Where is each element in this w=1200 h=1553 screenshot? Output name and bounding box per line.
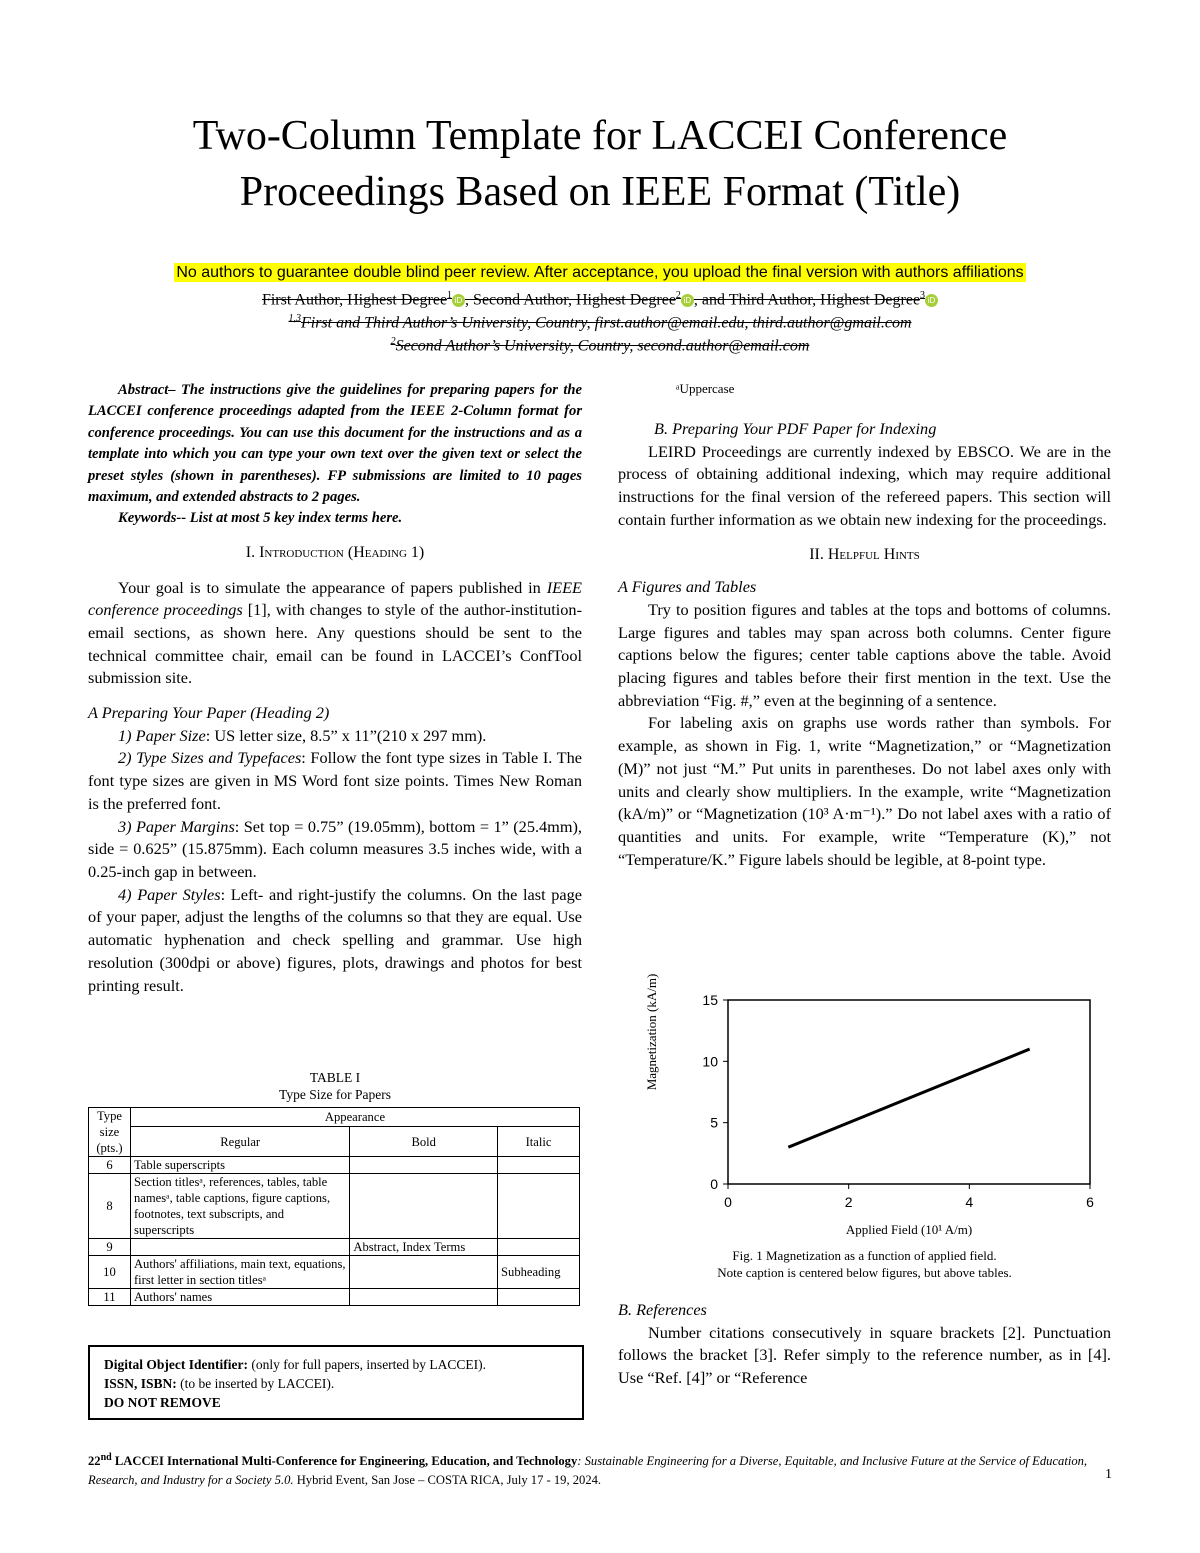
abstract: Abstract– The instructions give the guidelines for preparing papers for the LACCEI conference proceedings adapted from the IEEE 2-Column format for conference proceedings. You can use this document for the instructions and as a template into which you can type your own text over the given text or select the preset styles (shown in parentheses). FP submissions are limited to 10 pages maximum, and extended abstracts to 2 pages. bbox=[88, 382, 582, 506]
x-tick-label: 2 bbox=[844, 1194, 853, 1210]
paper-margins-paragraph: 3) Paper Margins: Set top = 0.75” (19.05mm), bottom = 1” (25.4mm), side = 0.625” (15.875mm). Each column measures 3.5 inches wide, with a 0.25-inch gap in between. bbox=[88, 816, 582, 881]
x-tick-label: 0 bbox=[724, 1194, 732, 1210]
x-tick-label: 4 bbox=[965, 1194, 974, 1210]
paper-title bbox=[60, 108, 1140, 220]
table-row: 9 Abstract, Index Terms bbox=[89, 1239, 580, 1256]
x-tick-label: 6 bbox=[1086, 1194, 1094, 1210]
y-tick-label: 15 bbox=[702, 992, 718, 1008]
indexing-paragraph: LEIRD Proceedings are currently indexed by EBSCO. We are in the process of obtaining additional indexing, which may require additional instructions for the final version of the refereed papers. This section will contain further information as we obtain new indexing for the proceedings. bbox=[618, 441, 1111, 529]
title-line-1: Two-Column Template for LACCEI Conference bbox=[192, 113, 1008, 159]
type-sizes-paragraph: 2) Type Sizes and Typefaces: Follow the font type sizes in Table I. The font type sizes are given in MS Word font size points. Times New Roman is the preferred font. bbox=[88, 748, 582, 813]
subheading-references: B. References bbox=[618, 1300, 707, 1319]
table-caption bbox=[88, 1069, 582, 1103]
intro-paragraph: Your goal is to simulate the appearance of papers published in IEEE conference proceedings [1], with changes to style of the author-institution-email sections, as shown here. Any questions should be sent to the technical committee chair, email can be found in LACCEI’s ConfTool submission site. bbox=[88, 577, 582, 688]
magnetization-chart bbox=[618, 880, 1118, 1260]
header-type-size: Type size (pts.) bbox=[89, 1108, 131, 1157]
subheading-preparing-paper: A Preparing Your Paper (Heading 2) bbox=[88, 703, 330, 723]
x-axis-label: Applied Field (10¹ A/m) bbox=[845, 1222, 973, 1237]
table-label: TABLE I bbox=[309, 1070, 361, 1085]
right-column-bottom bbox=[618, 1299, 1111, 1390]
paper-size-paragraph: 1) Paper Size: US letter size, 8.5” x 11”(210 x 297 mm). bbox=[118, 725, 487, 745]
labeling-paragraph: For labeling axis on graphs use words rather than symbols. For example, as shown in Fig. 1, write “Magnetization,” or “Magnetization (M)” not just “M.” Put units in parentheses. Do not label axes only with units and clearly show multipliers. In the example, write “Magnetization (kA/m)” or “Magnetization (10³ A·m⁻¹).” Do not label axes with a ratio of quantities and units. For example, write “Temperature (K),” not “Temperature/K.” Figure labels should be legible, at 8-point type. bbox=[618, 713, 1111, 869]
keywords: Keywords-- List at most 5 key index terms here. bbox=[118, 510, 403, 527]
y-tick-label: 5 bbox=[710, 1114, 718, 1131]
paper-styles-paragraph: 4) Paper Styles: Left- and right-justify the columns. On the last page of your paper, adjust the lengths of the columns so that they are equal. Use automatic hyphenation and check spelling and grammar. Use high resolution (300dpi or above) figures, plots, drawings and photos for best printing result. bbox=[88, 884, 583, 995]
section-heading-introduction: I. Introduction (Heading 1) bbox=[245, 543, 425, 561]
y-tick-label: 10 bbox=[702, 1053, 718, 1070]
references-paragraph: Number citations consecutively in square brackets [2]. Punctuation follows the bracket [3]. Refer simply to the reference number, as in [4]. Use “Ref. [4]” or “Reference bbox=[618, 1322, 1111, 1388]
header-appearance: Appearance bbox=[130, 1108, 579, 1127]
table-row: 11 Authors' names bbox=[89, 1289, 580, 1306]
table-i bbox=[88, 1107, 582, 1341]
left-column bbox=[88, 380, 582, 997]
author-line: First Author, Highest Degree$^1$ iD , Second Author, Highest Degree$^2$ iD , and Third Author, Highest Degree$^3$ iD bbox=[0, 290, 1200, 309]
orcid-icon[interactable]: iD bbox=[925, 294, 938, 307]
affiliation-2: $^2$Second Author’s University, Country, second.author@email.com bbox=[390, 336, 810, 355]
figure-caption-line-2: Note caption is centered below figures, but above tables. bbox=[717, 1265, 1012, 1280]
plot-area bbox=[728, 1000, 1090, 1184]
orcid-icon[interactable]: iD bbox=[452, 294, 465, 307]
page-footer: 22nd LACCEI International Multi-Conference for Engineering, Education, and Technology: Sustainable Engineering for a Diverse, Equitable, and Inclusive Future at the Service of Education, Research, and Industry for a Society 5.0. Hybrid Event, San Jose – COSTA RICA, July 17 - 19, 2024. bbox=[88, 1452, 1088, 1488]
table-row: 8 Section titlesᵃ, references, tables, table namesᵃ, table captions, figure captions, footnotes, text subscripts, and superscripts bbox=[89, 1174, 580, 1239]
doi-box: Digital Object Identifier: (only for full papers, inserted by LACCEI). ISSN, ISBN: (to be inserted by LACCEI). DO NOT REMOVE bbox=[88, 1345, 584, 1420]
title-line-2: Proceedings Based on IEEE Format (Title) bbox=[239, 169, 961, 215]
right-column-top bbox=[618, 418, 1111, 871]
affiliation-1: $^{1,3}$First and Third Author’s University, Country, first.author@email.edu, third.author@gmail.com bbox=[288, 313, 912, 332]
subheading-pdf-indexing: B. Preparing Your PDF Paper for Indexing bbox=[654, 419, 937, 438]
table-title: Type Size for Papers bbox=[279, 1087, 391, 1102]
uppercase-footnote: ᵃUppercase bbox=[676, 381, 735, 396]
orcid-icon[interactable]: iD bbox=[681, 294, 694, 307]
table-row: 10 Authors' affiliations, main text, equations, first letter in section titlesᵃ Subheading bbox=[89, 1256, 580, 1289]
table-row: 6 Table superscripts bbox=[89, 1157, 580, 1174]
figures-paragraph: Try to position figures and tables at the tops and bottoms of columns. Large figures and tables may span across both columns. Center figure captions below the figures; center table captions above the table. Avoid placing figures and tables before their first mention in the text. Use the abbreviation “Fig. #,” even at the beginning of a sentence. bbox=[618, 599, 1111, 710]
series-line bbox=[788, 1049, 1029, 1147]
header-regular: Regular bbox=[130, 1127, 349, 1157]
section-heading-helpful-hints: II. Helpful Hints bbox=[809, 545, 920, 563]
blind-review-notice: No authors to guarantee double blind peer review. After acceptance, you upload the final version with authors affiliations bbox=[176, 264, 1024, 281]
header-bold: Bold bbox=[350, 1127, 498, 1157]
y-axis-label: Magnetization (kA/m) bbox=[644, 973, 659, 1091]
figure-caption-line-1: Fig. 1 Magnetization as a function of applied field. bbox=[732, 1248, 997, 1263]
subheading-figures-tables: A Figures and Tables bbox=[618, 577, 757, 597]
figure-caption bbox=[618, 1247, 1111, 1281]
page-number: 1 bbox=[1105, 1467, 1112, 1482]
y-tick-label: 0 bbox=[710, 1176, 718, 1192]
header-italic: Italic bbox=[498, 1127, 580, 1157]
